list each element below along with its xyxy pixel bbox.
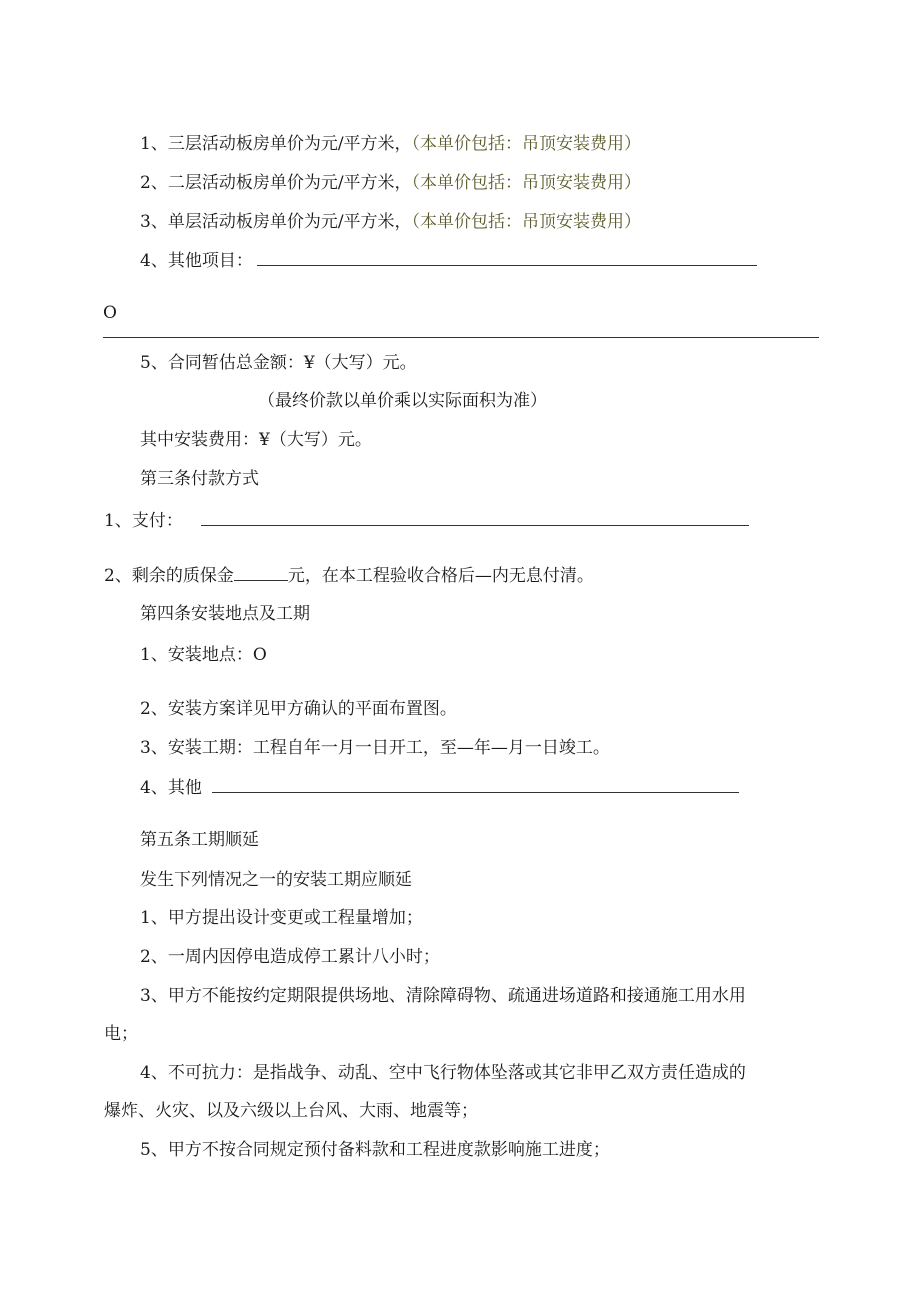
price-item-3-text: 3、单层活动板房单价为元/平方米，: [140, 212, 412, 232]
other-items-blank: [257, 251, 757, 266]
site-item-2: 2、安装方案详见甲方确认的平面布置图。: [140, 699, 457, 719]
article-5-intro: 发生下列情况之一的安装工期应顺延: [140, 870, 412, 890]
payment-item-2: [104, 564, 594, 588]
price-item-4: [140, 249, 757, 273]
price-item-1: [140, 132, 641, 156]
site-item-1: 1、安装地点：O: [140, 645, 267, 665]
payment-item-1: [104, 509, 749, 533]
article-5-heading: 第五条工期顺延: [140, 830, 259, 850]
price-item-1-text: 1、三层活动板房单价为元/平方米，: [140, 134, 412, 154]
site-other-blank: [212, 778, 739, 793]
article-4-heading: 第四条安装地点及工期: [140, 604, 310, 624]
payment-blank: [201, 511, 749, 526]
delay-item-1: 1、甲方提出设计变更或工程量增加；: [140, 908, 423, 928]
price-item-2-note: （本单价包括：吊顶安装费用）: [411, 173, 642, 193]
delay-item-4-line-2: 爆炸、火灾、以及六级以上台风、大雨、地震等；: [104, 1101, 478, 1121]
delay-item-4-line-1: 4、不可抗力：是指战争、动乱、空中飞行物体坠落或其它非甲乙双方责任造成的: [140, 1063, 746, 1083]
install-fee: 其中安装费用：¥（大写）元。: [140, 430, 372, 450]
site-item-4-text: 4、其他: [140, 778, 202, 798]
price-item-3: [140, 210, 641, 234]
price-item-4-text: 4、其他项目：: [140, 251, 253, 271]
price-item-2: [140, 171, 641, 195]
delay-item-3-line-2: 电；: [104, 1024, 138, 1044]
payment-item-2-a: 2、剩余的质保金: [104, 566, 234, 586]
final-price-note: （最终价款以单价乘以实际面积为准）: [258, 391, 547, 411]
warranty-amount-blank: [234, 566, 288, 581]
delay-item-5: 5、甲方不按合同规定预付备料款和工程进度款影响施工进度；: [140, 1140, 610, 1160]
article-3-heading: 第三条付款方式: [140, 469, 259, 489]
site-item-3: 3、安装工期：工程自年一月一日开工，至—年—月一日竣工。: [140, 738, 610, 758]
price-item-3-note: （本单价包括：吊顶安装费用）: [411, 212, 642, 232]
continuation-mark: O: [103, 303, 117, 323]
price-item-2-text: 2、二层活动板房单价为元/平方米，: [140, 173, 412, 193]
delay-item-2: 2、一周内因停电造成停工累计八小时；: [140, 947, 440, 967]
full-width-rule: [103, 337, 819, 338]
total-amount: 5、合同暂估总金额：¥（大写）元。: [140, 353, 417, 373]
payment-item-2-b: 元，在本工程验收合格后—内无息付清。: [287, 566, 594, 586]
price-item-1-note: （本单价包括：吊顶安装费用）: [411, 134, 642, 154]
payment-item-1-text: 1、支付：: [104, 511, 183, 531]
delay-item-3-line-1: 3、甲方不能按约定期限提供场地、清除障碍物、疏通进场道路和接通施工用水用: [140, 986, 746, 1006]
site-item-4: [140, 776, 739, 800]
